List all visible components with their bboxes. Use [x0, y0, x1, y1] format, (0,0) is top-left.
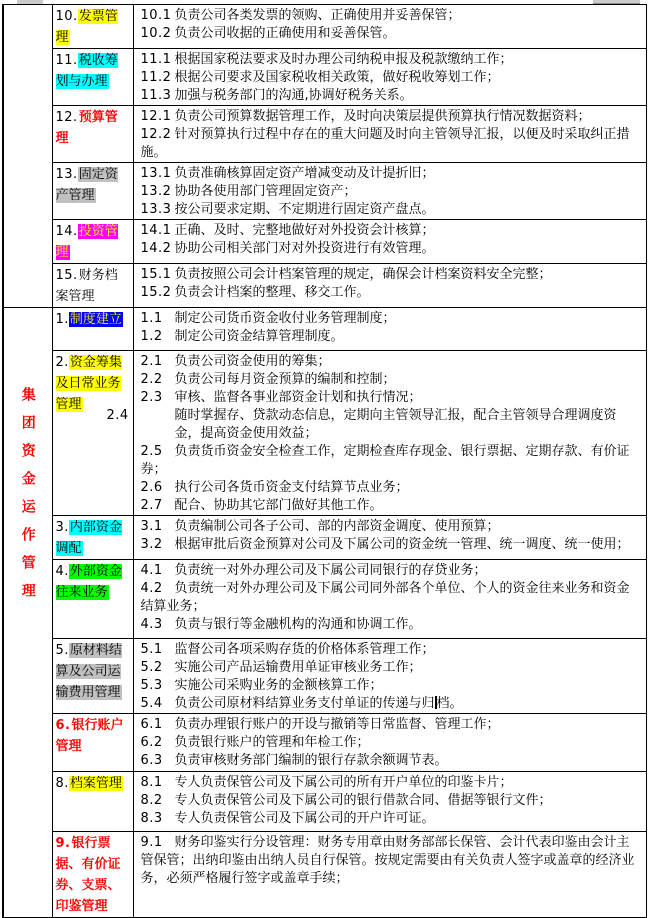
- detail-number: 11.2: [140, 70, 172, 85]
- table-row: [3, 772, 647, 832]
- table-row: [3, 714, 647, 772]
- detail-cell: [133, 163, 647, 220]
- detail-number: 10.1: [140, 8, 172, 23]
- item-number: 10.: [55, 9, 78, 24]
- group-label-cell-empty[interactable]: [3, 5, 52, 308]
- item-number: 9.: [55, 836, 71, 851]
- detail-item[interactable]: 8.2 专人负责保管公司及下属公司的银行借款合同、借据等银行文件；: [140, 793, 552, 808]
- item-title-cell[interactable]: [52, 714, 133, 772]
- responsibility-table: [2, 4, 647, 918]
- item-title-cell[interactable]: [52, 639, 133, 714]
- item-title-cell[interactable]: [52, 220, 133, 264]
- item-title-cell[interactable]: [52, 832, 133, 918]
- detail-cell: [106, 351, 647, 516]
- item-title: 固定资产管理: [55, 167, 118, 203]
- detail-number: 2.2: [140, 372, 163, 387]
- detail-cell: [133, 639, 647, 714]
- detail-item[interactable]: 2.2 负责公司每月资金预算的编制和控制；: [140, 372, 396, 387]
- detail-item[interactable]: 2.4 随时掌握存、贷款动态信息，定期向主管领导汇报，配合主管领导合理调度资金，提高资金使用效益；: [106, 408, 617, 441]
- detail-item[interactable]: 2.6 执行公司各货币资金支付结算节点业务；: [140, 480, 409, 495]
- detail-item[interactable]: 4.3 负责与银行等金融机构的沟通和协调工作。: [140, 617, 422, 632]
- detail-cell: [133, 264, 647, 308]
- detail-cell: [133, 560, 647, 639]
- table-row: [3, 5, 647, 49]
- detail-item[interactable]: 5.1 监督公司各项采购存货的价格体系管理工作；: [140, 642, 435, 657]
- detail-number: 12.1: [140, 109, 172, 124]
- detail-cell: [133, 714, 647, 772]
- table-row: [3, 516, 647, 560]
- item-title: 财务档案管理: [55, 268, 118, 304]
- table-row: [3, 106, 647, 163]
- detail-number: 14.2: [140, 241, 172, 256]
- table-row: [3, 49, 647, 106]
- detail-item[interactable]: 3.2 根据审批后资金预算对公司及下属公司的资金统一管理、统一调度、统一使用；: [140, 537, 630, 552]
- detail-item[interactable]: 2.7 配合、协助其它部门做好其他工作。: [140, 498, 383, 513]
- detail-item[interactable]: 6.3 负责审核财务部门编制的银行存款余额调节表。: [140, 753, 448, 768]
- detail-item[interactable]: 14.2 协助公司相关部门对对外投资进行有效管理。: [140, 241, 435, 256]
- detail-number: 3.2: [140, 537, 163, 552]
- detail-number: 3.1: [140, 519, 163, 534]
- table-row: [3, 163, 647, 220]
- detail-item[interactable]: 14.1 正确、及时、完整地做好对外投资会计核算；: [140, 223, 435, 238]
- detail-item[interactable]: 4.1 负责统一对外办理公司及下属公司同银行的存贷业务；: [140, 563, 487, 578]
- detail-item[interactable]: 6.2 负责银行账户的管理和年检工作；: [140, 735, 370, 750]
- detail-number: 14.1: [140, 223, 172, 238]
- group-label-cell[interactable]: [3, 308, 52, 918]
- detail-number: 10.2: [140, 26, 172, 41]
- table-row: [3, 560, 647, 639]
- detail-number: 5.4: [140, 696, 163, 711]
- detail-item[interactable]: 12.1 负责公司预算数据管理工作，及时向决策层提供预算执行情况数据资料；: [140, 109, 591, 124]
- detail-number: 5.1: [140, 642, 163, 657]
- table-row: [3, 220, 647, 264]
- detail-item[interactable]: 1.2 制定公司资金结算管理制度。: [140, 329, 344, 344]
- item-number: 15.: [55, 268, 78, 283]
- detail-cell: [133, 220, 647, 264]
- detail-number: 6.2: [140, 735, 163, 750]
- detail-number: 2.7: [140, 498, 163, 513]
- item-title: 预算管理: [55, 110, 118, 146]
- detail-item[interactable]: 9.1 财务印鉴实行分设管理：财务专用章由财务部部长保管、会计代表印鉴由会计主管保管；出纳印鉴由出纳人员自行保管。按规定需要由有关负责人签字或盖章的经济业务，必须严格履行签字或盖章手续；: [140, 835, 635, 886]
- detail-item[interactable]: 13.1 负责准确核算固定资产增减变动及计提折旧；: [140, 166, 435, 181]
- detail-number: 8.3: [140, 811, 163, 826]
- detail-number: 1.1: [140, 311, 163, 326]
- detail-cell: [133, 308, 647, 351]
- item-title: 档案管理: [69, 776, 122, 791]
- detail-item[interactable]: 4.2 负责统一对外办理公司及下属公司同外部各个单位、个人的资金往来业务和资金结算业务；: [140, 581, 630, 614]
- item-number: 13.: [55, 167, 78, 182]
- item-title: 原材料结算及公司运输费用管理: [55, 643, 122, 700]
- item-title: 资金筹集及日常业务管理: [55, 355, 122, 412]
- detail-item[interactable]: 11.2 根据公司要求及国家税收相关政策，做好税收筹划工作；: [140, 70, 500, 85]
- item-title: 制度建立: [69, 312, 122, 327]
- detail-item[interactable]: 8.1 专人负责保管公司及下属公司的所有开户单位的印鉴卡片；: [140, 775, 513, 790]
- detail-number: 12.2: [140, 127, 172, 142]
- detail-item[interactable]: 10.1 负责公司各类发票的领购、正确使用并妥善保管；: [140, 8, 461, 23]
- table-row: [3, 308, 647, 351]
- item-title-cell[interactable]: [52, 5, 133, 49]
- detail-item[interactable]: 15.1 负责按照公司会计档案管理的规定，确保会计档案资料安全完整；: [140, 267, 552, 282]
- detail-number: 6.1: [140, 717, 163, 732]
- item-title-cell[interactable]: [52, 772, 133, 832]
- detail-number: 8.2: [140, 793, 163, 808]
- item-title-cell[interactable]: [52, 560, 133, 639]
- item-title: 外部资金往来业务: [55, 564, 122, 600]
- detail-item[interactable]: 1.1 制定公司货币资金收付业务管理制度；: [140, 311, 396, 326]
- detail-item[interactable]: 2.5 负责货币资金安全检查工作，定期检查库存现金、银行票据、定期存款、有价证券；: [140, 444, 630, 477]
- item-title: 银行账户管理: [55, 718, 124, 754]
- table-row: [3, 351, 647, 516]
- item-number: 3.: [55, 520, 69, 535]
- detail-item[interactable]: 13.3 按公司要求定期、不定期进行固定资产盘点。: [140, 202, 435, 217]
- detail-number: 2.3: [140, 390, 163, 405]
- detail-item[interactable]: 2.1 负责公司资金使用的筹集；: [140, 354, 331, 369]
- detail-cell: [133, 106, 647, 163]
- table-row: [3, 832, 647, 918]
- detail-number: 2.6: [140, 480, 163, 495]
- item-number: 1.: [55, 312, 69, 327]
- item-title: 内部资金调配: [55, 520, 122, 556]
- detail-number: 2.1: [140, 354, 163, 369]
- detail-number: 9.1: [140, 835, 163, 850]
- detail-number: 11.3: [140, 88, 172, 103]
- item-title: 税收筹划与办理: [55, 53, 118, 89]
- item-number: 6.: [55, 718, 71, 733]
- detail-number: 4.1: [140, 563, 163, 578]
- detail-cell: [133, 5, 647, 49]
- item-title: 投资管理: [55, 224, 118, 260]
- item-title-cell[interactable]: [52, 163, 133, 220]
- item-title: 发票管理: [55, 9, 118, 45]
- detail-number: 11.1: [140, 52, 172, 67]
- item-number: 11.: [55, 53, 78, 68]
- detail-number: 5.3: [140, 678, 163, 693]
- detail-number: 4.2: [140, 581, 163, 596]
- detail-cell: [133, 832, 647, 918]
- item-title-cell[interactable]: [52, 106, 133, 163]
- detail-number: 2.5: [140, 444, 163, 459]
- detail-number: 13.2: [140, 184, 172, 199]
- detail-cell: [133, 49, 647, 106]
- detail-cell: [133, 516, 647, 560]
- detail-item[interactable]: 11.3 加强与税务部门的沟通,协调好税务关系。: [140, 88, 413, 103]
- item-title: 银行票据、有价证券、支票、印鉴管理: [55, 836, 121, 914]
- item-number: 2.: [55, 355, 69, 370]
- detail-number: 2.4: [106, 408, 129, 423]
- detail-item[interactable]: 11.1 根据国家税法要求及时办理公司纳税申报及税款缴纳工作；: [140, 52, 513, 67]
- detail-item[interactable]: 3.1 负责编制公司各子公司、部的内部资金调度、使用预算；: [140, 519, 500, 534]
- group-vertical-label: 集团资金运作管理: [19, 387, 36, 611]
- detail-number: 1.2: [140, 329, 163, 344]
- detail-item[interactable]: 6.1 负责办理银行账户的开设与撤销等日常监督、管理工作；: [140, 717, 500, 732]
- detail-number: 4.3: [140, 617, 163, 632]
- text-caret: [435, 696, 437, 709]
- item-number: 14.: [55, 224, 78, 239]
- detail-item[interactable]: 15.2 负责会计档案的整理、移交工作。: [140, 285, 370, 300]
- detail-number: 15.1: [140, 267, 172, 282]
- item-number: 12.: [55, 110, 78, 125]
- detail-item[interactable]: 2.3 审核、监督各事业部资金计划和执行情况；: [140, 390, 422, 405]
- detail-number: 5.2: [140, 660, 163, 675]
- detail-item[interactable]: 5.4 负责公司原材料结算业务支付单证的传递与归 档。: [140, 696, 463, 711]
- item-number: 5.: [55, 643, 69, 658]
- item-number: 4.: [55, 564, 69, 579]
- detail-number: 13.3: [140, 202, 172, 217]
- detail-item[interactable]: 10.2 负责公司收据的正确使用和妥善保管。: [140, 26, 396, 41]
- detail-number: 6.3: [140, 753, 163, 768]
- detail-cell: [133, 772, 647, 832]
- table-row: [3, 639, 647, 714]
- item-title-cell[interactable]: [52, 516, 133, 560]
- table-row: [3, 264, 647, 308]
- item-title-cell[interactable]: [52, 49, 133, 106]
- detail-item[interactable]: 13.2 协助各使用部门管理固定资产；: [140, 184, 357, 199]
- item-title-cell[interactable]: [52, 351, 133, 516]
- item-title-cell[interactable]: [52, 308, 133, 351]
- detail-item[interactable]: 12.2 针对预算执行过程中存在的重大问题及时向主管领导汇报，以便及时采取纠正措施。: [140, 127, 630, 160]
- detail-number: 15.2: [140, 285, 172, 300]
- detail-item[interactable]: 8.3 专人负责保管公司及下属公司的开户许可证。: [140, 811, 435, 826]
- detail-item[interactable]: 5.3 实施公司采购业务的金额核算工作；: [140, 678, 383, 693]
- item-title-cell[interactable]: [52, 264, 133, 308]
- detail-item[interactable]: 5.2 实施公司产品运输费用单证审核业务工作；: [140, 660, 422, 675]
- detail-number: 13.1: [140, 166, 172, 181]
- detail-number: 8.1: [140, 775, 163, 790]
- item-number: 8.: [55, 776, 69, 791]
